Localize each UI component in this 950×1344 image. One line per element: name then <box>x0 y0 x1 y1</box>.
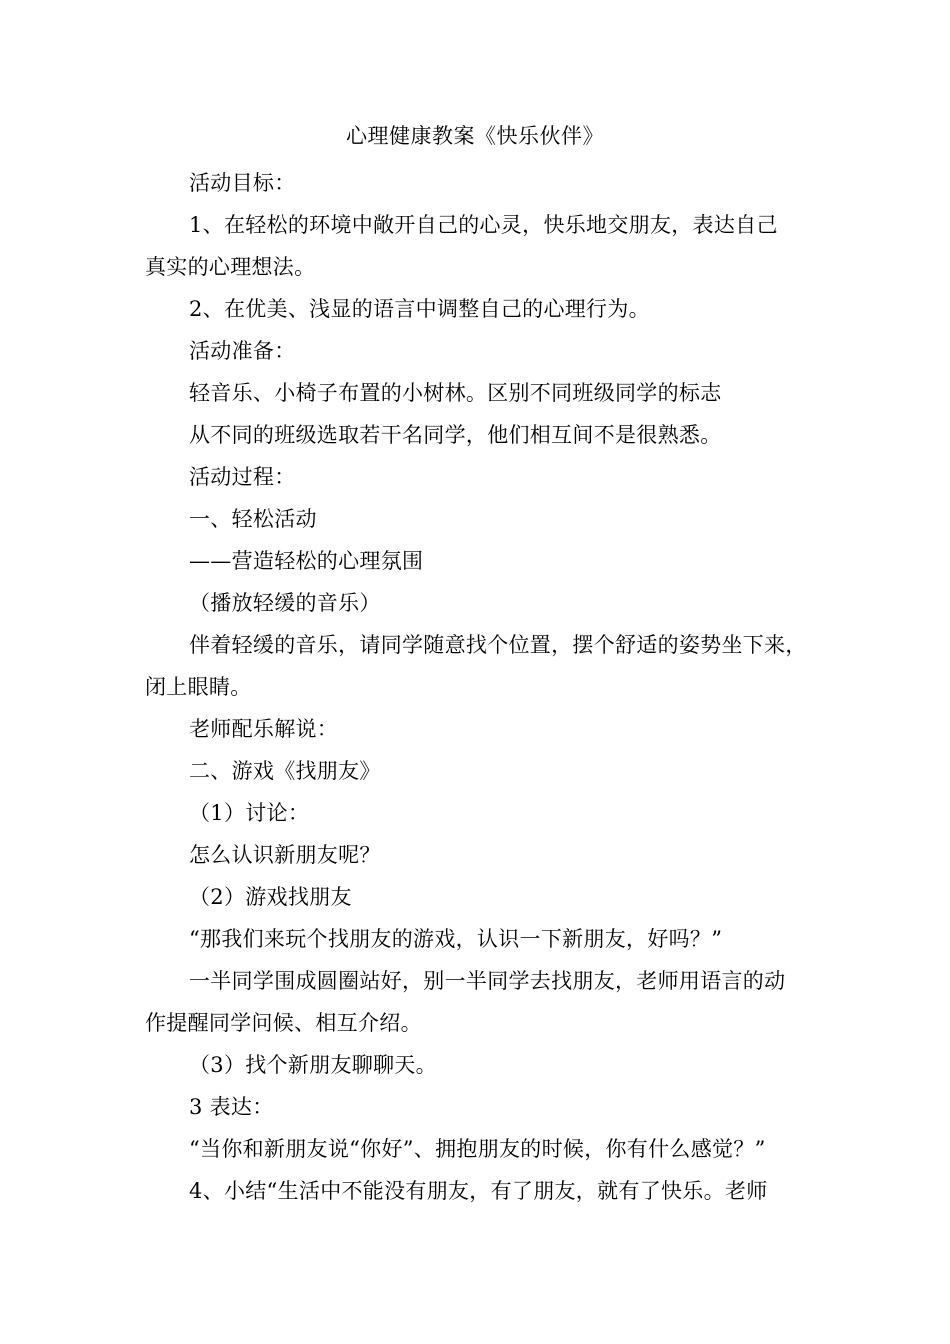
paragraph-heading-preparation: 活动准备： <box>189 339 296 363</box>
paragraph-goal-1: 1、在轻松的环境中敞开自己的心灵，快乐地交朋友，表达自己 <box>189 213 778 237</box>
document-body <box>145 162 808 1212</box>
paragraph-goal-1-continued: 真实的心理想法。 <box>145 255 316 279</box>
document-title: 心理健康教案《快乐伙伴》 <box>346 124 604 148</box>
paragraph-heading-goals: 活动目标： <box>189 171 296 195</box>
paragraph-discussion-question: 怎么认识新朋友呢？ <box>189 843 381 867</box>
paragraph-section-1: 一、轻松活动 <box>189 507 317 531</box>
paragraph-game: （2）游戏找朋友 <box>189 885 352 909</box>
paragraph-express-quote: “当你和新朋友说“你好”、拥抱朋友的时候，你有什么感觉？” <box>189 1137 766 1161</box>
paragraph-game-rules-continued: 作提醒同学问候、相互介绍。 <box>145 1011 422 1035</box>
paragraph-goal-2: 2、在优美、浅显的语言中调整自己的心理行为。 <box>189 297 650 321</box>
paragraph-game-rules: 一半同学围成圆圈站好，别一半同学去找朋友，老师用语言的动 <box>189 969 786 993</box>
paragraph-game-quote: “那我们来玩个找朋友的游戏，认识一下新朋友，好吗？” <box>189 927 723 951</box>
paragraph-express: 3 表达： <box>189 1095 274 1119</box>
paragraph-section-2: 二、游戏《找朋友》 <box>189 759 381 783</box>
paragraph-summary: 4、小结“生活中不能没有朋友，有了朋友，就有了快乐。老师 <box>189 1179 768 1203</box>
paragraph-chat: （3）找个新朋友聊聊天。 <box>189 1053 437 1077</box>
paragraph-music-instruction-continued: 闭上眼睛。 <box>145 675 252 699</box>
paragraph-preparation-2: 从不同的班级选取若干名同学，他们相互间不是很熟悉。 <box>189 423 722 447</box>
paragraph-discussion: （1）讨论： <box>189 801 310 825</box>
paragraph-teacher-narration: 老师配乐解说： <box>189 717 339 741</box>
paragraph-music-instruction: 伴着轻缓的音乐，请同学随意找个位置，摆个舒适的姿势坐下来， <box>189 633 807 657</box>
paragraph-play-music: （播放轻缓的音乐） <box>189 591 381 615</box>
paragraph-section-1-subtitle: ——营造轻松的心理氛围 <box>189 549 424 573</box>
paragraph-heading-process: 活动过程： <box>189 465 296 489</box>
paragraph-preparation-1: 轻音乐、小椅子布置的小树林。区别不同班级同学的标志 <box>189 381 722 405</box>
